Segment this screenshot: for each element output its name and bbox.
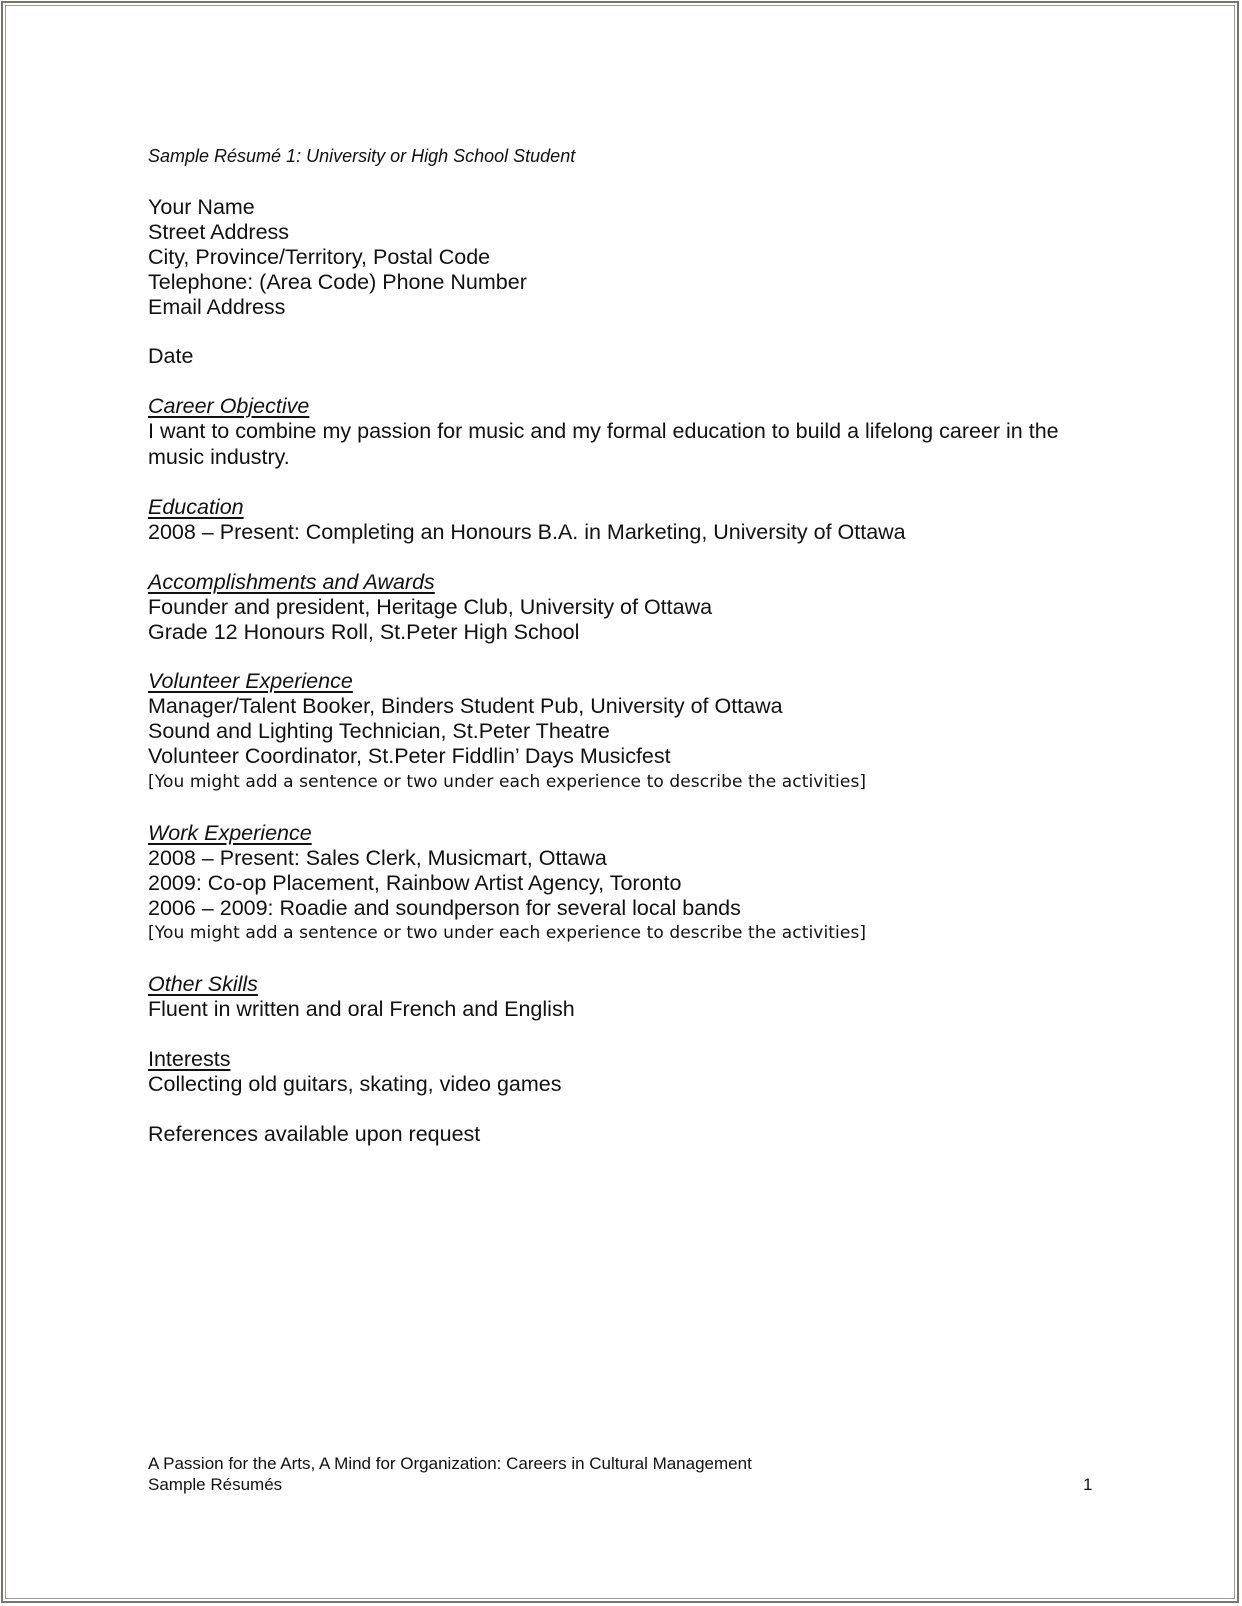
accomplishments-line: Grade 12 Honours Roll, St.Peter High School <box>148 620 580 644</box>
contact-name: Your Name <box>148 195 255 219</box>
volunteer-heading: Volunteer Experience <box>148 669 353 693</box>
date: Date <box>148 344 194 368</box>
contact-telephone: Telephone: (Area Code) Phone Number <box>148 270 527 294</box>
work-line: 2008 – Present: Sales Clerk, Musicmart, Ottawa <box>148 846 607 870</box>
page-number: 1 <box>1083 1475 1093 1494</box>
volunteer-note: [You might add a sentence or two under each experience to describe the activities] <box>148 772 867 792</box>
other-skills-line: Fluent in written and oral French and English <box>148 997 575 1021</box>
references-line: References available upon request <box>148 1122 481 1146</box>
work-line: 2009: Co-op Placement, Rainbow Artist Agency, Toronto <box>148 871 682 895</box>
accomplishments-line: Founder and president, Heritage Club, University of Ottawa <box>148 595 713 619</box>
career-objective-line: music industry. <box>148 445 290 469</box>
education-line: 2008 – Present: Completing an Honours B.A. in Marketing, University of Ottawa <box>148 520 906 544</box>
volunteer-line: Volunteer Coordinator, St.Peter Fiddlin’ Days Musicfest <box>148 744 671 768</box>
interests-line: Collecting old guitars, skating, video games <box>148 1072 562 1096</box>
footer-title: A Passion for the Arts, A Mind for Organization: Careers in Cultural Management <box>148 1454 752 1473</box>
contact-street: Street Address <box>148 220 290 244</box>
work-line: 2006 – 2009: Roadie and soundperson for several local bands <box>148 896 741 920</box>
contact-city: City, Province/Territory, Postal Code <box>148 245 491 269</box>
interests-heading: Interests <box>148 1047 231 1071</box>
footer-subtitle: Sample Résumés <box>148 1475 283 1494</box>
volunteer-line: Manager/Talent Booker, Binders Student Pub, University of Ottawa <box>148 694 783 718</box>
volunteer-line: Sound and Lighting Technician, St.Peter Theatre <box>148 719 610 743</box>
accomplishments-heading: Accomplishments and Awards <box>148 570 435 594</box>
work-heading: Work Experience <box>148 821 312 845</box>
career-objective-heading: Career Objective <box>148 394 310 418</box>
contact-email: Email Address <box>148 295 286 319</box>
other-skills-heading: Other Skills <box>148 972 258 996</box>
education-heading: Education <box>148 495 244 519</box>
work-note: [You might add a sentence or two under each experience to describe the activities] <box>148 923 867 943</box>
document-title: Sample Résumé 1: University or High School Student <box>148 146 576 166</box>
career-objective-line: I want to combine my passion for music and my formal education to build a lifelong career in the <box>148 419 1059 443</box>
